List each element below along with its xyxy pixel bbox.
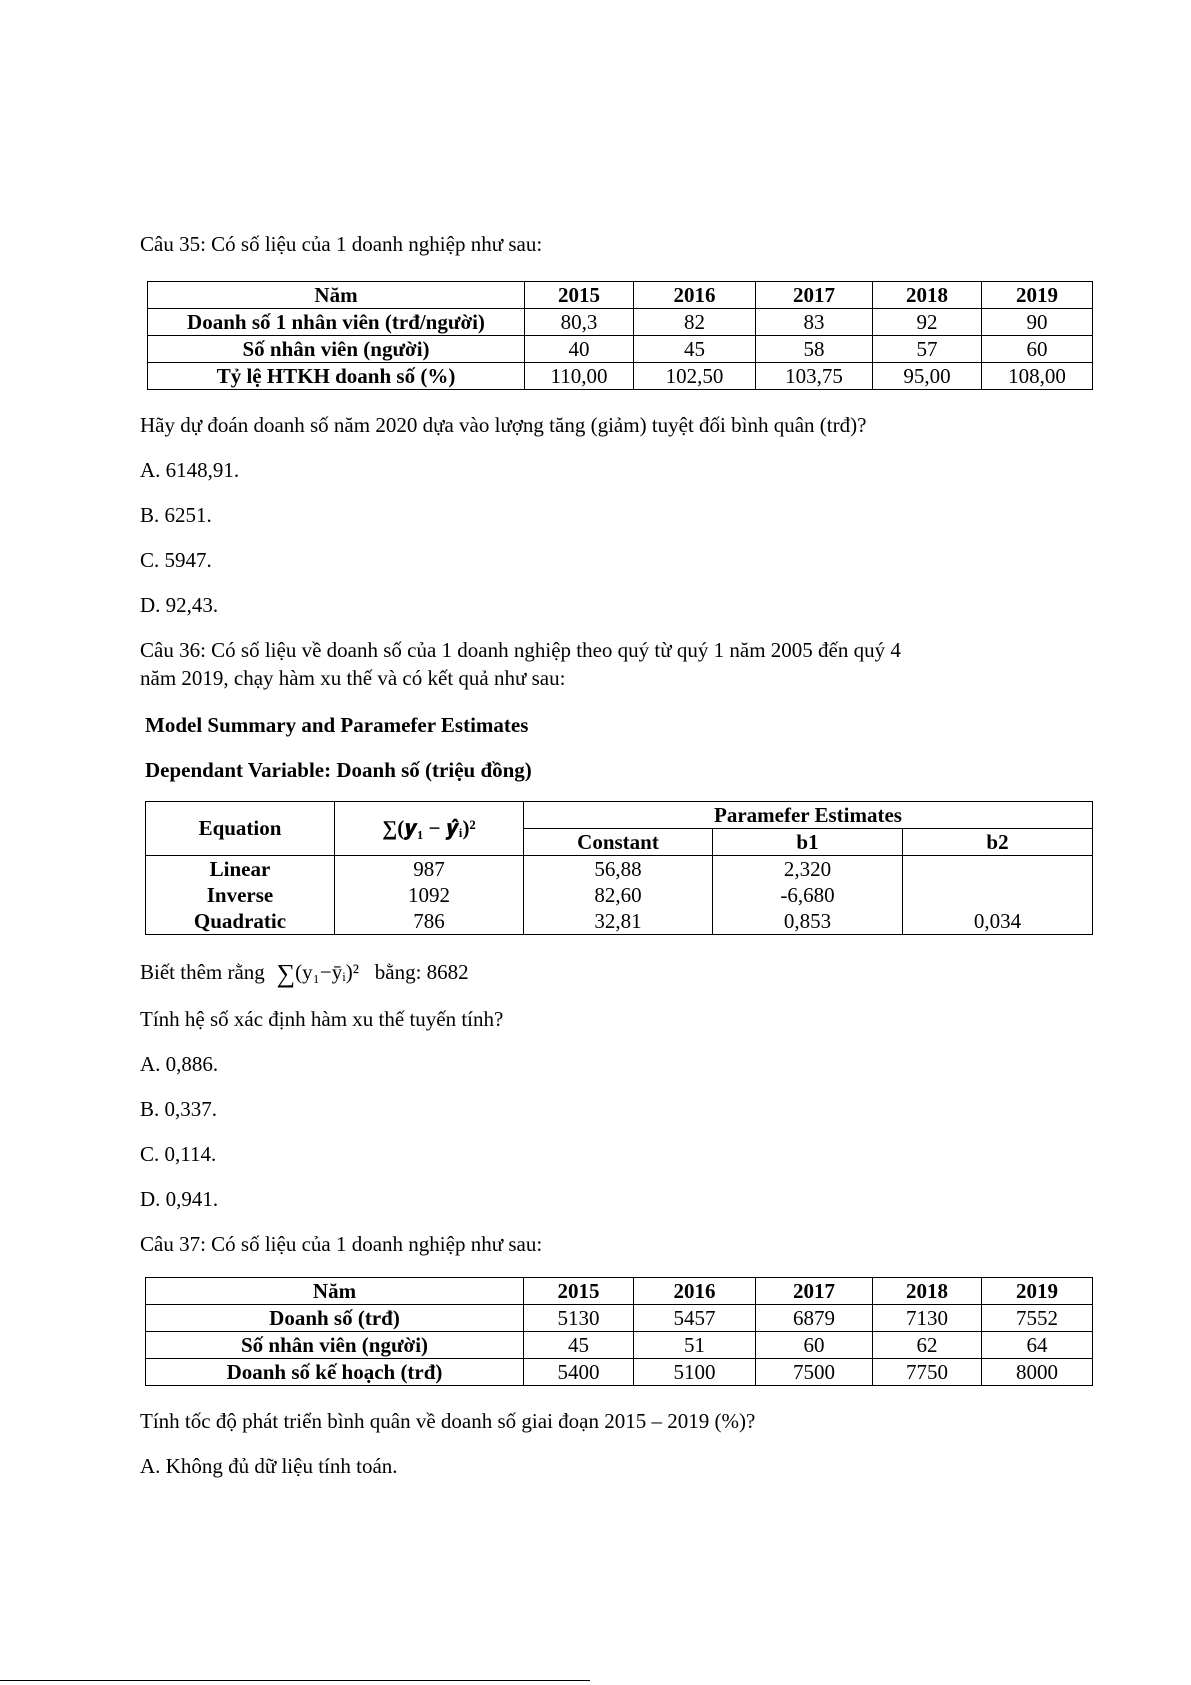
table-cell: -6,680 [713, 882, 903, 908]
header-cell: 2018 [873, 282, 982, 309]
table-cell: 8000 [982, 1359, 1093, 1386]
table-cell: 5100 [634, 1359, 756, 1386]
q35-question: Hãy dự đoán doanh số năm 2020 dựa vào lượng tăng (giảm) tuyệt đối bình quân (trđ)? [140, 413, 867, 437]
header-cell: 2019 [982, 1278, 1093, 1305]
table-cell: 103,75 [756, 363, 873, 390]
table-cell [903, 856, 1093, 883]
parameter-estimates-header: Paramefer Estimates [524, 802, 1093, 829]
header-cell: 2015 [525, 282, 634, 309]
row-label: Tỷ lệ HTKH doanh số (%) [148, 363, 525, 390]
q35-table [147, 281, 1093, 390]
row-label: Linear [146, 856, 335, 883]
table-cell: 108,00 [982, 363, 1093, 390]
header-cell: Năm [146, 1278, 524, 1305]
table-row [146, 882, 1093, 908]
row-label: Inverse [146, 882, 335, 908]
table-cell: 92 [873, 309, 982, 336]
table-cell: 5400 [524, 1359, 634, 1386]
q36-table [145, 801, 1093, 935]
model-summary-title: Model Summary and Paramefer Estimates [145, 713, 529, 737]
table-cell: 51 [634, 1332, 756, 1359]
header-cell: 2015 [524, 1278, 634, 1305]
b2-header: b2 [903, 829, 1093, 856]
table-cell: 64 [982, 1332, 1093, 1359]
q36-option-b: B. 0,337. [140, 1097, 218, 1121]
table-cell: 90 [982, 309, 1093, 336]
extra-suffix: bằng: 8682 [374, 960, 469, 984]
table-cell: 110,00 [525, 363, 634, 390]
q35-option-a: A. 6148,91. [140, 458, 240, 482]
table-cell: 40 [525, 336, 634, 363]
table-cell: 58 [756, 336, 873, 363]
header-cell: 2016 [634, 282, 756, 309]
q36-option-d: D. 0,941. [140, 1187, 219, 1211]
row-label: Doanh số kế hoạch (trđ) [146, 1359, 524, 1386]
table-row [148, 363, 1093, 390]
header-cell: 2017 [756, 282, 873, 309]
table-cell: 45 [634, 336, 756, 363]
table-cell [903, 882, 1093, 908]
q35-option-d: D. 92,43. [140, 593, 219, 617]
table-cell: 45 [524, 1332, 634, 1359]
header-cell: Năm [148, 282, 525, 309]
table-cell: 102,50 [634, 363, 756, 390]
table-cell: 82 [634, 309, 756, 336]
table-row [148, 336, 1093, 363]
table-header-row [146, 802, 1093, 829]
table-cell: 987 [335, 856, 524, 883]
table-row [146, 1359, 1093, 1386]
table-row [146, 908, 1093, 935]
table-row [148, 309, 1093, 336]
table-row [146, 1332, 1093, 1359]
header-cell: 2017 [756, 1278, 873, 1305]
q36-extra-info [140, 959, 469, 987]
extra-prefix: Biết thêm rằng [140, 960, 265, 984]
row-label: Quadratic [146, 908, 335, 935]
q37-title: Câu 37: Có số liệu của 1 doanh nghiệp như sau: [140, 1232, 543, 1256]
q35-title: Câu 35: Có số liệu của 1 doanh nghiệp như sau: [140, 232, 543, 256]
sse-header: ∑(𝒚₁ − 𝒚̂ᵢ)² [335, 802, 524, 856]
table-cell: 32,81 [524, 908, 713, 935]
q36-option-a: A. 0,886. [140, 1052, 219, 1076]
table-cell: 80,3 [525, 309, 634, 336]
table-row [146, 1305, 1093, 1332]
table-cell: 95,00 [873, 363, 982, 390]
q35-option-c: C. 5947. [140, 548, 212, 572]
q37-question: Tính tốc độ phát triển bình quân về doanh số giai đoạn 2015 – 2019 (%)? [140, 1409, 756, 1433]
q36-title-line2: năm 2019, chạy hàm xu thế và có kết quả như sau: [140, 666, 566, 690]
table-cell: 83 [756, 309, 873, 336]
q36-title-line1: Câu 36: Có số liệu về doanh số của 1 doanh nghiệp theo quý từ quý 1 năm 2005 đến quý 4 [140, 638, 901, 662]
extra-formula: (y₁−ȳᵢ)² [295, 960, 359, 984]
header-cell: 2018 [873, 1278, 982, 1305]
q37-option-a: A. Không đủ dữ liệu tính toán. [140, 1454, 398, 1478]
table-cell: 7130 [873, 1305, 982, 1332]
q36-question: Tính hệ số xác định hàm xu thế tuyến tính? [140, 1007, 504, 1031]
header-cell: 2016 [634, 1278, 756, 1305]
row-label: Số nhân viên (người) [148, 336, 525, 363]
constant-header: Constant [524, 829, 713, 856]
table-row [146, 856, 1093, 883]
row-label: Doanh số (trđ) [146, 1305, 524, 1332]
table-cell: 7500 [756, 1359, 873, 1386]
table-cell: 7552 [982, 1305, 1093, 1332]
table-cell: 2,320 [713, 856, 903, 883]
q36-option-c: C. 0,114. [140, 1142, 217, 1166]
q37-table [145, 1277, 1093, 1386]
table-cell: 7750 [873, 1359, 982, 1386]
table-cell: 60 [982, 336, 1093, 363]
table-header-row [148, 282, 1093, 309]
table-cell: 57 [873, 336, 982, 363]
table-cell: 82,60 [524, 882, 713, 908]
row-label: Doanh số 1 nhân viên (trđ/người) [148, 309, 525, 336]
row-label: Số nhân viên (người) [146, 1332, 524, 1359]
footnote-divider [0, 1680, 590, 1681]
table-header-row [146, 1278, 1093, 1305]
table-cell: 62 [873, 1332, 982, 1359]
table-cell: 5457 [634, 1305, 756, 1332]
dependent-variable: Dependant Variable: Doanh số (triệu đồng) [145, 758, 532, 782]
table-cell: 0,034 [903, 908, 1093, 935]
q35-option-b: B. 6251. [140, 503, 212, 527]
table-cell: 1092 [335, 882, 524, 908]
table-cell: 6879 [756, 1305, 873, 1332]
table-cell: 5130 [524, 1305, 634, 1332]
equation-header: Equation [146, 802, 335, 856]
header-cell: 2019 [982, 282, 1093, 309]
b1-header: b1 [713, 829, 903, 856]
table-cell: 0,853 [713, 908, 903, 935]
sum-symbol-icon: ∑ [270, 959, 296, 988]
table-cell: 56,88 [524, 856, 713, 883]
table-cell: 786 [335, 908, 524, 935]
table-cell: 60 [756, 1332, 873, 1359]
